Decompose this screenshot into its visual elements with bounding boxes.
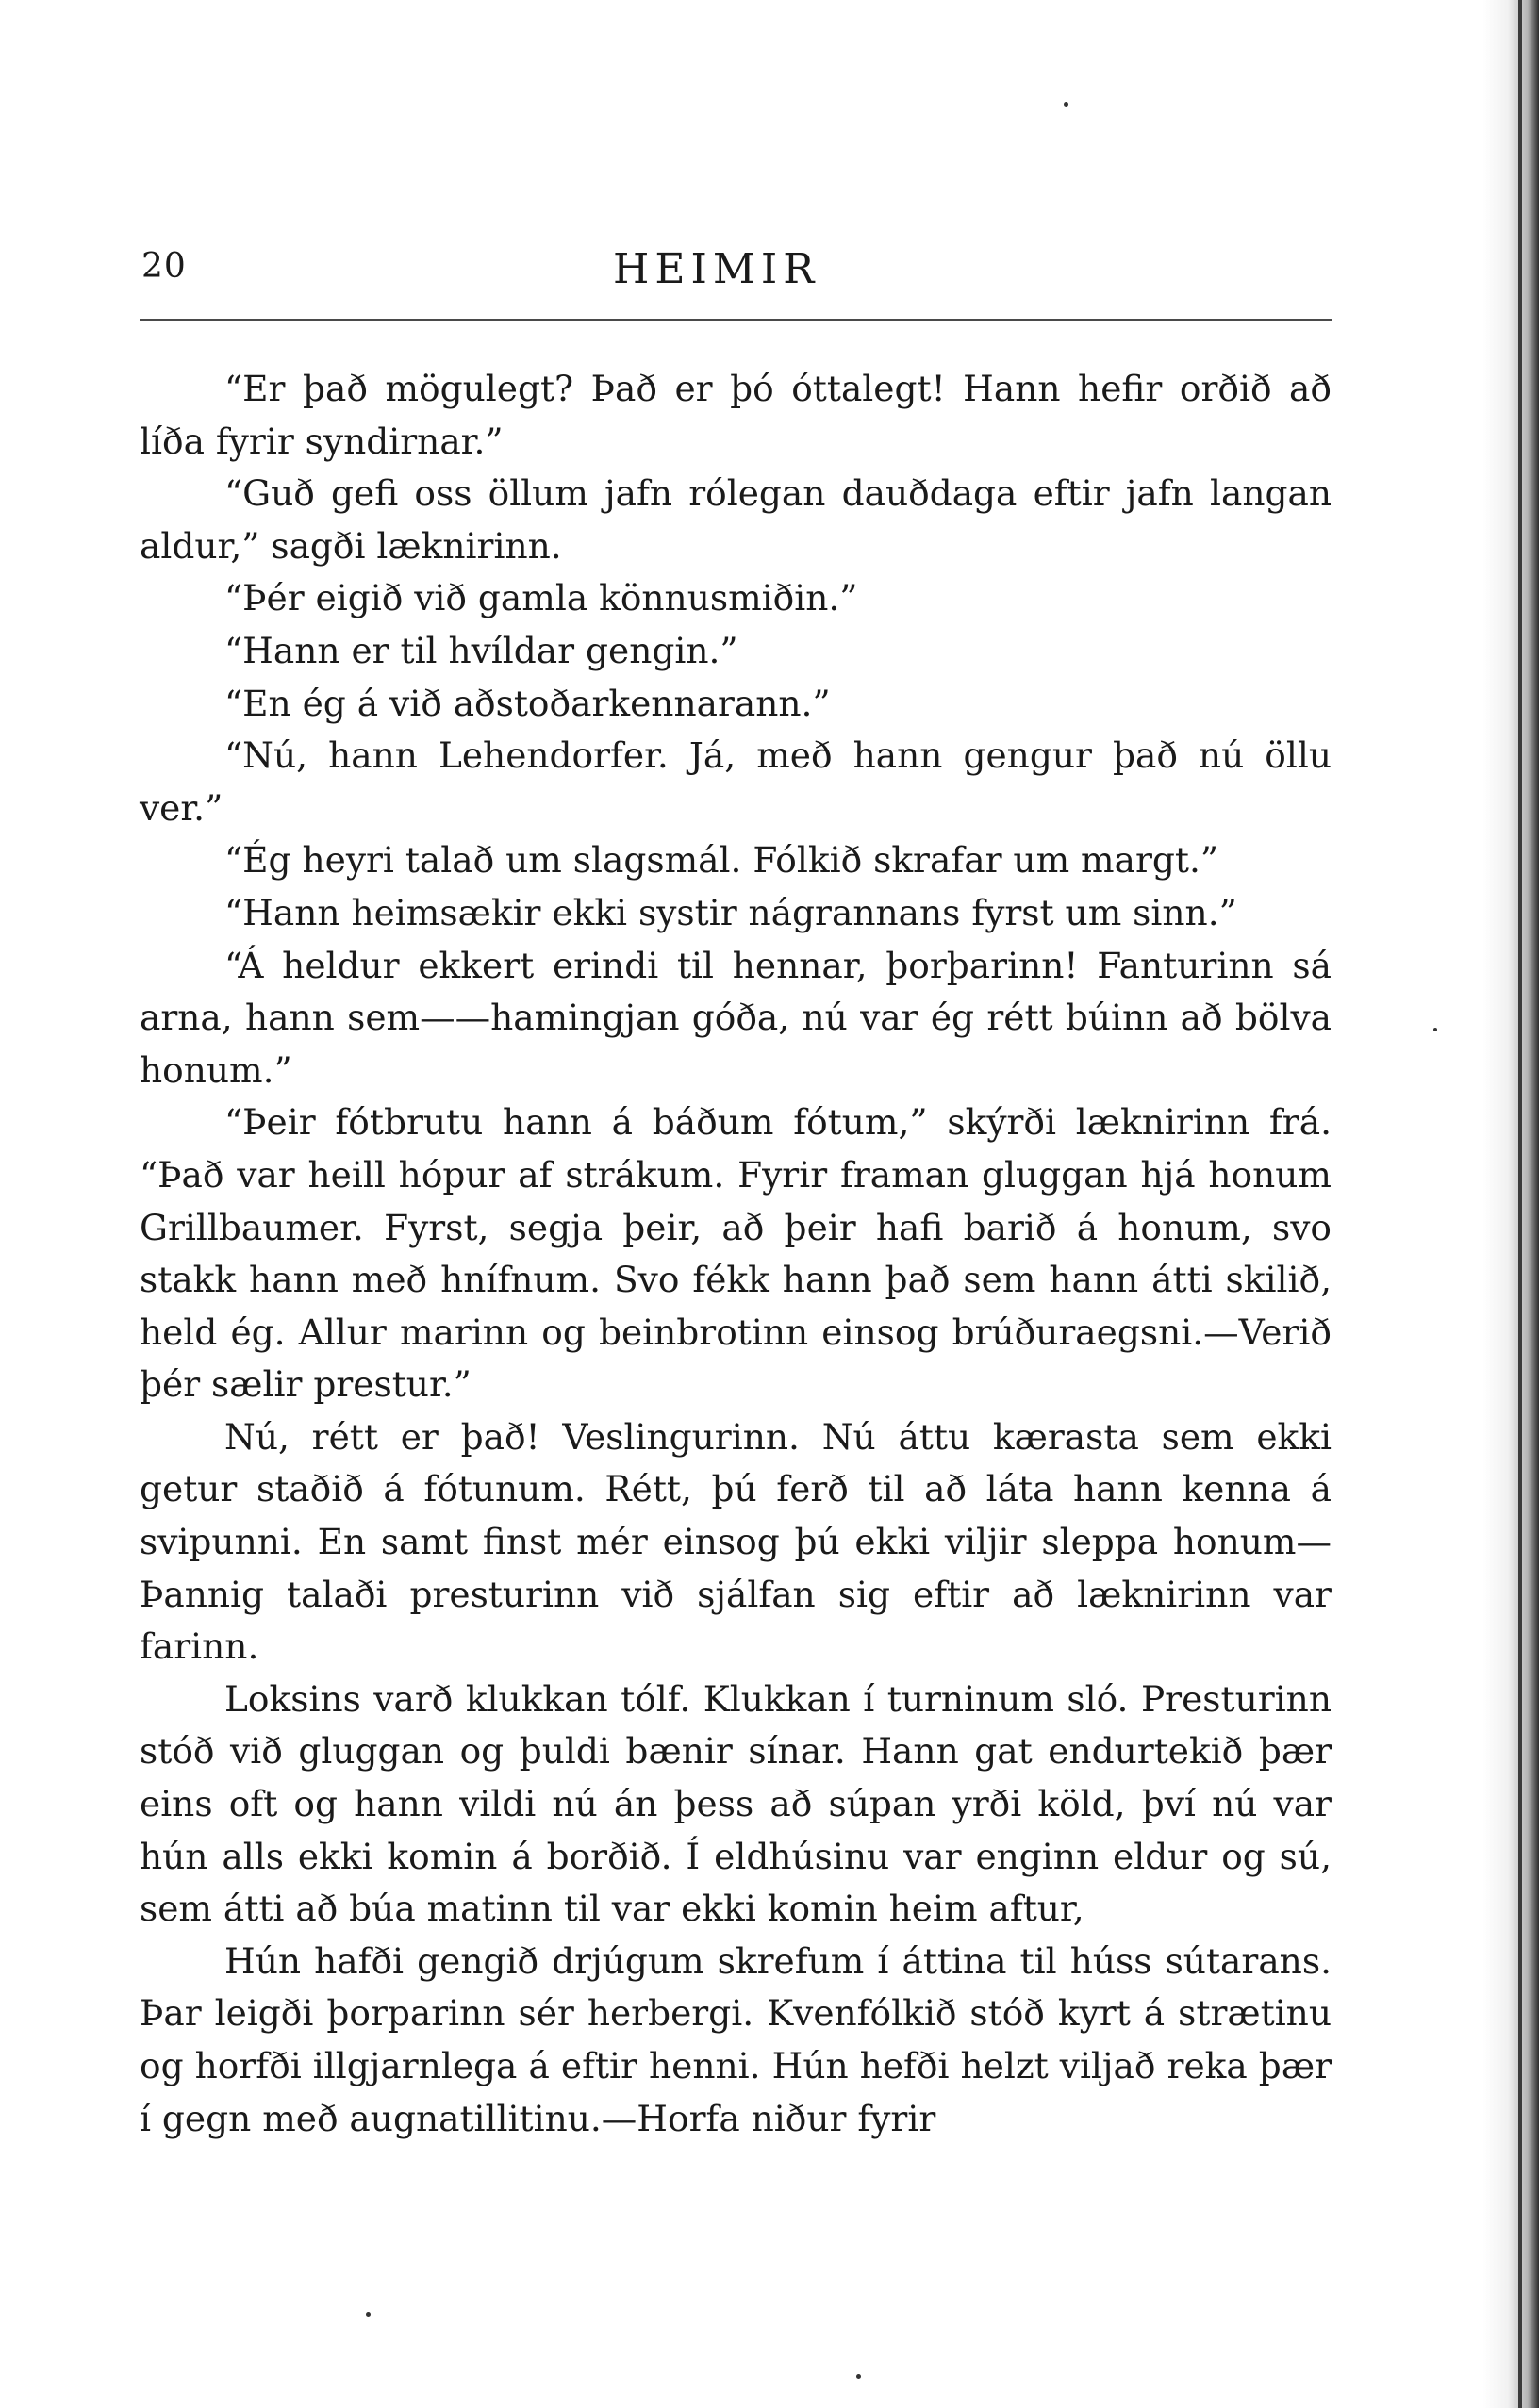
body-text	[140, 363, 1332, 2145]
paragraph: “Þér eigið við gamla könnusmiðin.”	[224, 577, 858, 619]
paper-speck	[856, 2374, 861, 2379]
paragraph: “En ég á við aðstoðarkennarann.”	[224, 682, 831, 724]
paragraph: Loksins varð klukkan tólf. Klukkan í turninum sló. Presturinn stóð við gluggan og þuldi bænir sínar. Hann gat endurtekið þær eins oft og hann vildi nú án þess að súpan yrði köld, því nú var hún alls ekki komin á borðið. Í eldhúsinu var enginn eldur og sú, sem átti að búa matinn til var ekki komin heim aftur,	[140, 1677, 1332, 1930]
paragraph: “Hann er til hvíldar gengin.”	[224, 629, 738, 671]
paragraph: “Þeir fótbrutu hann á báðum fótum,” skýrði læknirinn frá. “Það var heill hópur af strákum. Fyrir framan gluggan hjá honum Grillbaumer. Fyrst, segja þeir, að þeir hafi barið á honum, svo stakk hann með hnífnum. Svo fékk hann það sem hann átti skilið, held ég. Allur marinn og beinbrotinn einsog brúðuraegsni.—Verið þér sælir prestur.”	[140, 1101, 1332, 1406]
running-title: HEIMIR	[613, 245, 820, 293]
paragraph: “Nú, hann Lehendorfer. Já, með hann gengur það nú öllu ver.”	[140, 734, 1332, 829]
page-edge-shadow	[1482, 0, 1539, 2408]
paragraph: “Guð gefi oss öllum jafn rólegan dauðdaga eftir jafn langan aldur,” sagði læknirinn.	[140, 472, 1332, 567]
page-number: 20	[141, 247, 187, 286]
paragraph: Hún hafði gengið drjúgum skrefum í áttina til húss sútarans. Þar leigði þorparinn sér herbergi. Kvenfólkið stóð kyrt á strætinu og horfði illgjarnlega á eftir henni. Hún hefði helzt viljað reka þær í gegn með augnatillitinu.—Horfa niður fyrir	[140, 1939, 1332, 2139]
header-rule	[140, 319, 1332, 321]
binding-edge	[1518, 0, 1522, 2408]
paragraph: Nú, rétt er það! Veslingurinn. Nú áttu kærasta sem ekki getur staðið á fótunum. Rétt, þú ferð til að láta hann kenna á svipunni. En samt finst mér einsog þú ekki viljir sleppa honum—Þannig talaði presturinn við sjálfan sig eftir að læknirinn var farinn.	[140, 1415, 1332, 1668]
paper-speck	[1433, 1028, 1437, 1031]
paragraph: “Á heldur ekkert erindi til hennar, þorþarinn! Fanturinn sá arna, hann sem——hamingjan góða, nú var ég rétt búinn að bölva honum.”	[140, 944, 1332, 1091]
paragraph: “Hann heimsækir ekki systir nágrannans fyrst um sinn.”	[224, 891, 1237, 933]
paper-speck	[1064, 102, 1068, 107]
paragraph: “Ég heyri talað um slagsmál. Fólkið skrafar um margt.”	[224, 839, 1219, 882]
paragraph: “Er það mögulegt? Það er þó óttalegt! Hann hefir orðið að líða fyrir syndirnar.”	[140, 368, 1332, 462]
paper-speck	[366, 2312, 371, 2317]
